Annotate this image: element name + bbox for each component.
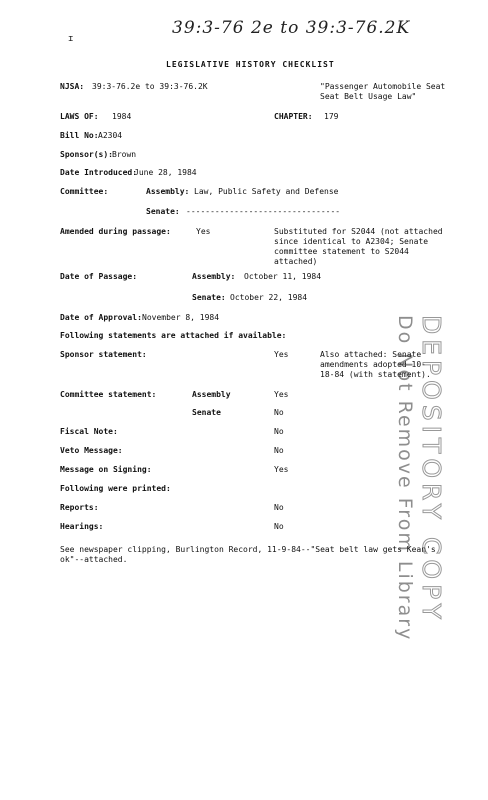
stamp-line-1: DEPOSITORY COPY <box>417 315 446 624</box>
tick-mark: ɪ <box>68 34 74 44</box>
message-on-signing-value: Yes <box>274 465 289 474</box>
sponsors-label: Sponsor(s): <box>60 150 113 159</box>
passage-senate-label: Senate: <box>192 293 226 302</box>
reports-value: No <box>274 503 284 512</box>
committee-senate-value: -------------------------------- <box>186 207 341 216</box>
chapter-value: 179 <box>324 112 339 121</box>
hearings-label: Hearings: <box>60 522 104 531</box>
date-of-approval-label: Date of Approval: <box>60 313 142 322</box>
date-of-passage-label: Date of Passage: <box>60 272 138 281</box>
footnote: See newspaper clipping, Burlington Record, 11-9-84--"Seat belt law gets Kean's ok"--attached. <box>60 545 436 564</box>
short-title: "Passenger Automobile Seat Seat Belt Usage Law" <box>320 82 446 101</box>
date-introduced-value: June 28, 1984 <box>134 168 197 177</box>
bill-no-value: A2304 <box>98 131 123 140</box>
veto-message-label: Veto Message: <box>60 446 123 455</box>
committee-statement-assembly-value: Yes <box>274 390 289 399</box>
handwritten-note: 39:3-76 2e to 39:3-76.2K <box>172 18 411 38</box>
date-of-approval-value: November 8, 1984 <box>142 313 220 322</box>
njsa-value: 39:3-76.2e to 39:3-76.2K <box>92 82 208 91</box>
reports-label: Reports: <box>60 503 99 512</box>
committee-statement-senate-value: No <box>274 408 284 417</box>
following-attached-heading: Following statements are attached if available: <box>60 331 287 340</box>
chapter-label: CHAPTER: <box>274 112 313 121</box>
message-on-signing-label: Message on Signing: <box>60 465 152 474</box>
stamp-line-2: Do Not Remove From Library <box>394 315 416 642</box>
committee-assembly-label: Assembly: <box>146 187 190 196</box>
laws-of-label: LAWS OF: <box>60 112 99 121</box>
committee-senate-label: Senate: <box>146 207 180 216</box>
passage-assembly-value: October 11, 1984 <box>244 272 322 281</box>
committee-assembly-value: Law, Public Safety and Defense <box>194 187 339 196</box>
fiscal-note-label: Fiscal Note: <box>60 427 118 436</box>
amended-label: Amended during passage: <box>60 227 171 236</box>
committee-label: Committee: <box>60 187 109 196</box>
fiscal-note-value: No <box>274 427 284 436</box>
hearings-value: No <box>274 522 284 531</box>
passage-assembly-label: Assembly: <box>192 272 236 281</box>
page-title: LEGISLATIVE HISTORY CHECKLIST <box>166 60 335 69</box>
sponsor-statement-value: Yes <box>274 350 289 359</box>
sponsor-statement-label: Sponsor statement: <box>60 350 147 359</box>
committee-statement-assembly-label: Assembly <box>192 390 231 399</box>
veto-message-value: No <box>274 446 284 455</box>
following-printed-heading: Following were printed: <box>60 484 171 493</box>
depository-stamp <box>325 315 446 642</box>
laws-of-value: 1984 <box>112 112 132 121</box>
bill-no-label: Bill No: <box>60 131 99 140</box>
amended-value: Yes <box>196 227 211 236</box>
amended-note: Substituted for S2044 (not attached since identical to A2304; Senate committee statement to S2044 attached) <box>274 227 443 266</box>
passage-senate-value: October 22, 1984 <box>230 293 308 302</box>
committee-statement-label: Committee statement: <box>60 390 157 399</box>
committee-statement-senate-label: Senate <box>192 408 221 417</box>
sponsor-statement-note: Also attached: Senate amendments adopted 10-18-84 (with statement). <box>320 350 431 379</box>
date-introduced-label: Date Introduced: <box>60 168 138 177</box>
sponsors-value: Brown <box>112 150 137 159</box>
njsa-label: NJSA: <box>60 82 85 91</box>
